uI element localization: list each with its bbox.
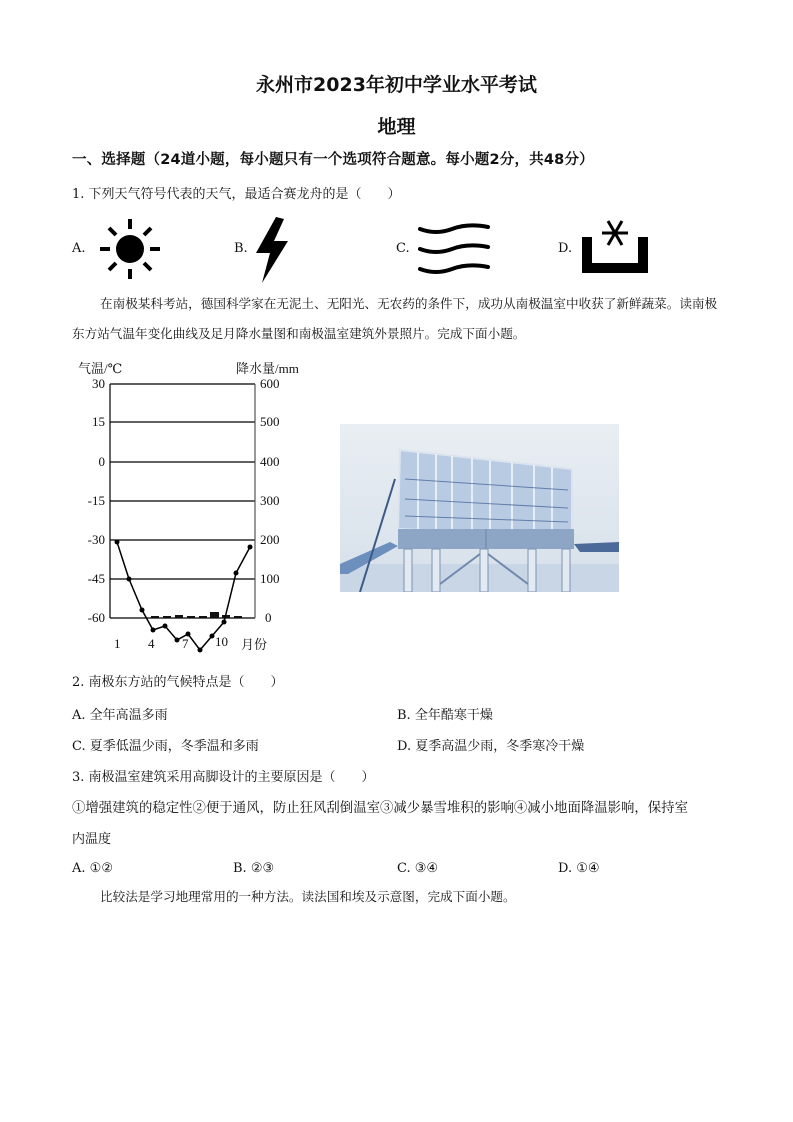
- option-label: B.: [397, 708, 411, 723]
- option-c-label[interactable]: C.: [396, 241, 410, 256]
- greenhouse-building-image: [340, 424, 619, 592]
- option-label: A.: [72, 708, 86, 723]
- question-2-option-c[interactable]: [72, 735, 259, 754]
- subject-title: 地理: [377, 116, 416, 138]
- option-d-label[interactable]: D.: [558, 241, 573, 256]
- option-text: ③④: [414, 861, 439, 876]
- left-tick: -60: [87, 610, 105, 625]
- x-axis-unit: 月份: [241, 637, 268, 652]
- climate-chart: [70, 355, 330, 660]
- passage-1: 在南极某科考站，德国科学家在无泥土、无阳光、无农药的条件下，成功从南极温室中收获了新鲜蔬菜。读南极东方站气温年变化曲线及足月降水量图和南极温室建筑外景照片。完成下面小题。: [72, 296, 718, 341]
- option-text: 夏季高温少雨，冬季寒冷干燥: [415, 739, 585, 754]
- x-tick: 4: [148, 636, 155, 651]
- option-text: ②③: [250, 861, 275, 876]
- right-tick: 100: [260, 571, 280, 586]
- right-tick: 300: [260, 493, 280, 508]
- right-tick: 0: [265, 610, 272, 625]
- question-2-option-b[interactable]: [397, 704, 493, 723]
- left-tick: -45: [87, 571, 105, 586]
- question-2-stem: 2. 南极东方站的气候特点是（ ）: [72, 675, 284, 690]
- sun-icon[interactable]: [98, 217, 162, 281]
- question-3-option-d[interactable]: [558, 861, 600, 876]
- x-tick: 7: [182, 636, 189, 651]
- left-tick: 15: [92, 414, 105, 429]
- option-a-label[interactable]: A.: [72, 241, 86, 256]
- right-tick: 500: [260, 414, 280, 429]
- option-label: B.: [233, 861, 247, 876]
- option-label: C.: [397, 861, 411, 876]
- option-text: 全年高温多雨: [89, 708, 168, 723]
- option-text: 夏季低温少雨，冬季温和多雨: [89, 739, 259, 754]
- right-tick: 200: [260, 532, 280, 547]
- option-label: A.: [72, 861, 86, 876]
- option-label: D.: [558, 861, 573, 876]
- chart-plot-area: [70, 355, 330, 660]
- greenhouse-photo: [340, 424, 619, 592]
- question-3-stem: 3. 南极温室建筑采用高脚设计的主要原因是（ ）: [72, 770, 375, 785]
- x-tick: 1: [114, 636, 121, 651]
- precipitation-bars: [151, 612, 242, 618]
- snow-depth-icon[interactable]: [582, 217, 650, 275]
- haze-icon[interactable]: [418, 221, 490, 277]
- question-2-option-d[interactable]: [397, 735, 584, 754]
- left-tick: 30: [92, 376, 105, 391]
- left-tick: 0: [98, 454, 105, 469]
- question-1-stem: 1. 下列天气符号代表的天气，最适合赛龙舟的是（ ）: [72, 187, 401, 202]
- right-tick: 600: [260, 376, 280, 391]
- section-heading: 一、选择题（24道小题，每小题只有一个选项符合题意。每小题2分，共48分）: [72, 152, 594, 168]
- option-label: C.: [72, 739, 86, 754]
- option-b-label[interactable]: B.: [234, 241, 248, 256]
- question-3-option-a[interactable]: [72, 861, 113, 876]
- question-3-option-c[interactable]: [397, 861, 438, 876]
- question-3-statements-line2: 内温度: [72, 832, 112, 847]
- option-text: ①④: [576, 861, 600, 876]
- right-axis-title: 降水量/mm: [236, 361, 299, 376]
- left-tick: -15: [87, 493, 105, 508]
- right-tick: 400: [260, 454, 280, 469]
- lightning-icon[interactable]: [254, 217, 290, 283]
- passage-2: 比较法是学习地理常用的一种方法。读法国和埃及示意图，完成下面小题。: [100, 889, 516, 904]
- question-3-option-b[interactable]: [233, 861, 274, 876]
- question-3-statements-line1: ①增强建筑的稳定性②便于通风，防止狂风刮倒温室③减少暴雪堆积的影响④减小地面降温影响，保持室: [72, 801, 688, 816]
- question-2-option-a[interactable]: [72, 704, 168, 723]
- left-axis-title: 气温/℃: [78, 361, 123, 376]
- exam-title: 永州市2023年初中学业水平考试: [256, 74, 537, 96]
- option-label: D.: [397, 739, 412, 754]
- x-tick: 10: [215, 634, 228, 649]
- left-tick: -30: [87, 532, 105, 547]
- option-text: 全年酷寒干燥: [414, 708, 493, 723]
- option-text: ①②: [89, 861, 113, 876]
- question-1-options: [72, 217, 732, 287]
